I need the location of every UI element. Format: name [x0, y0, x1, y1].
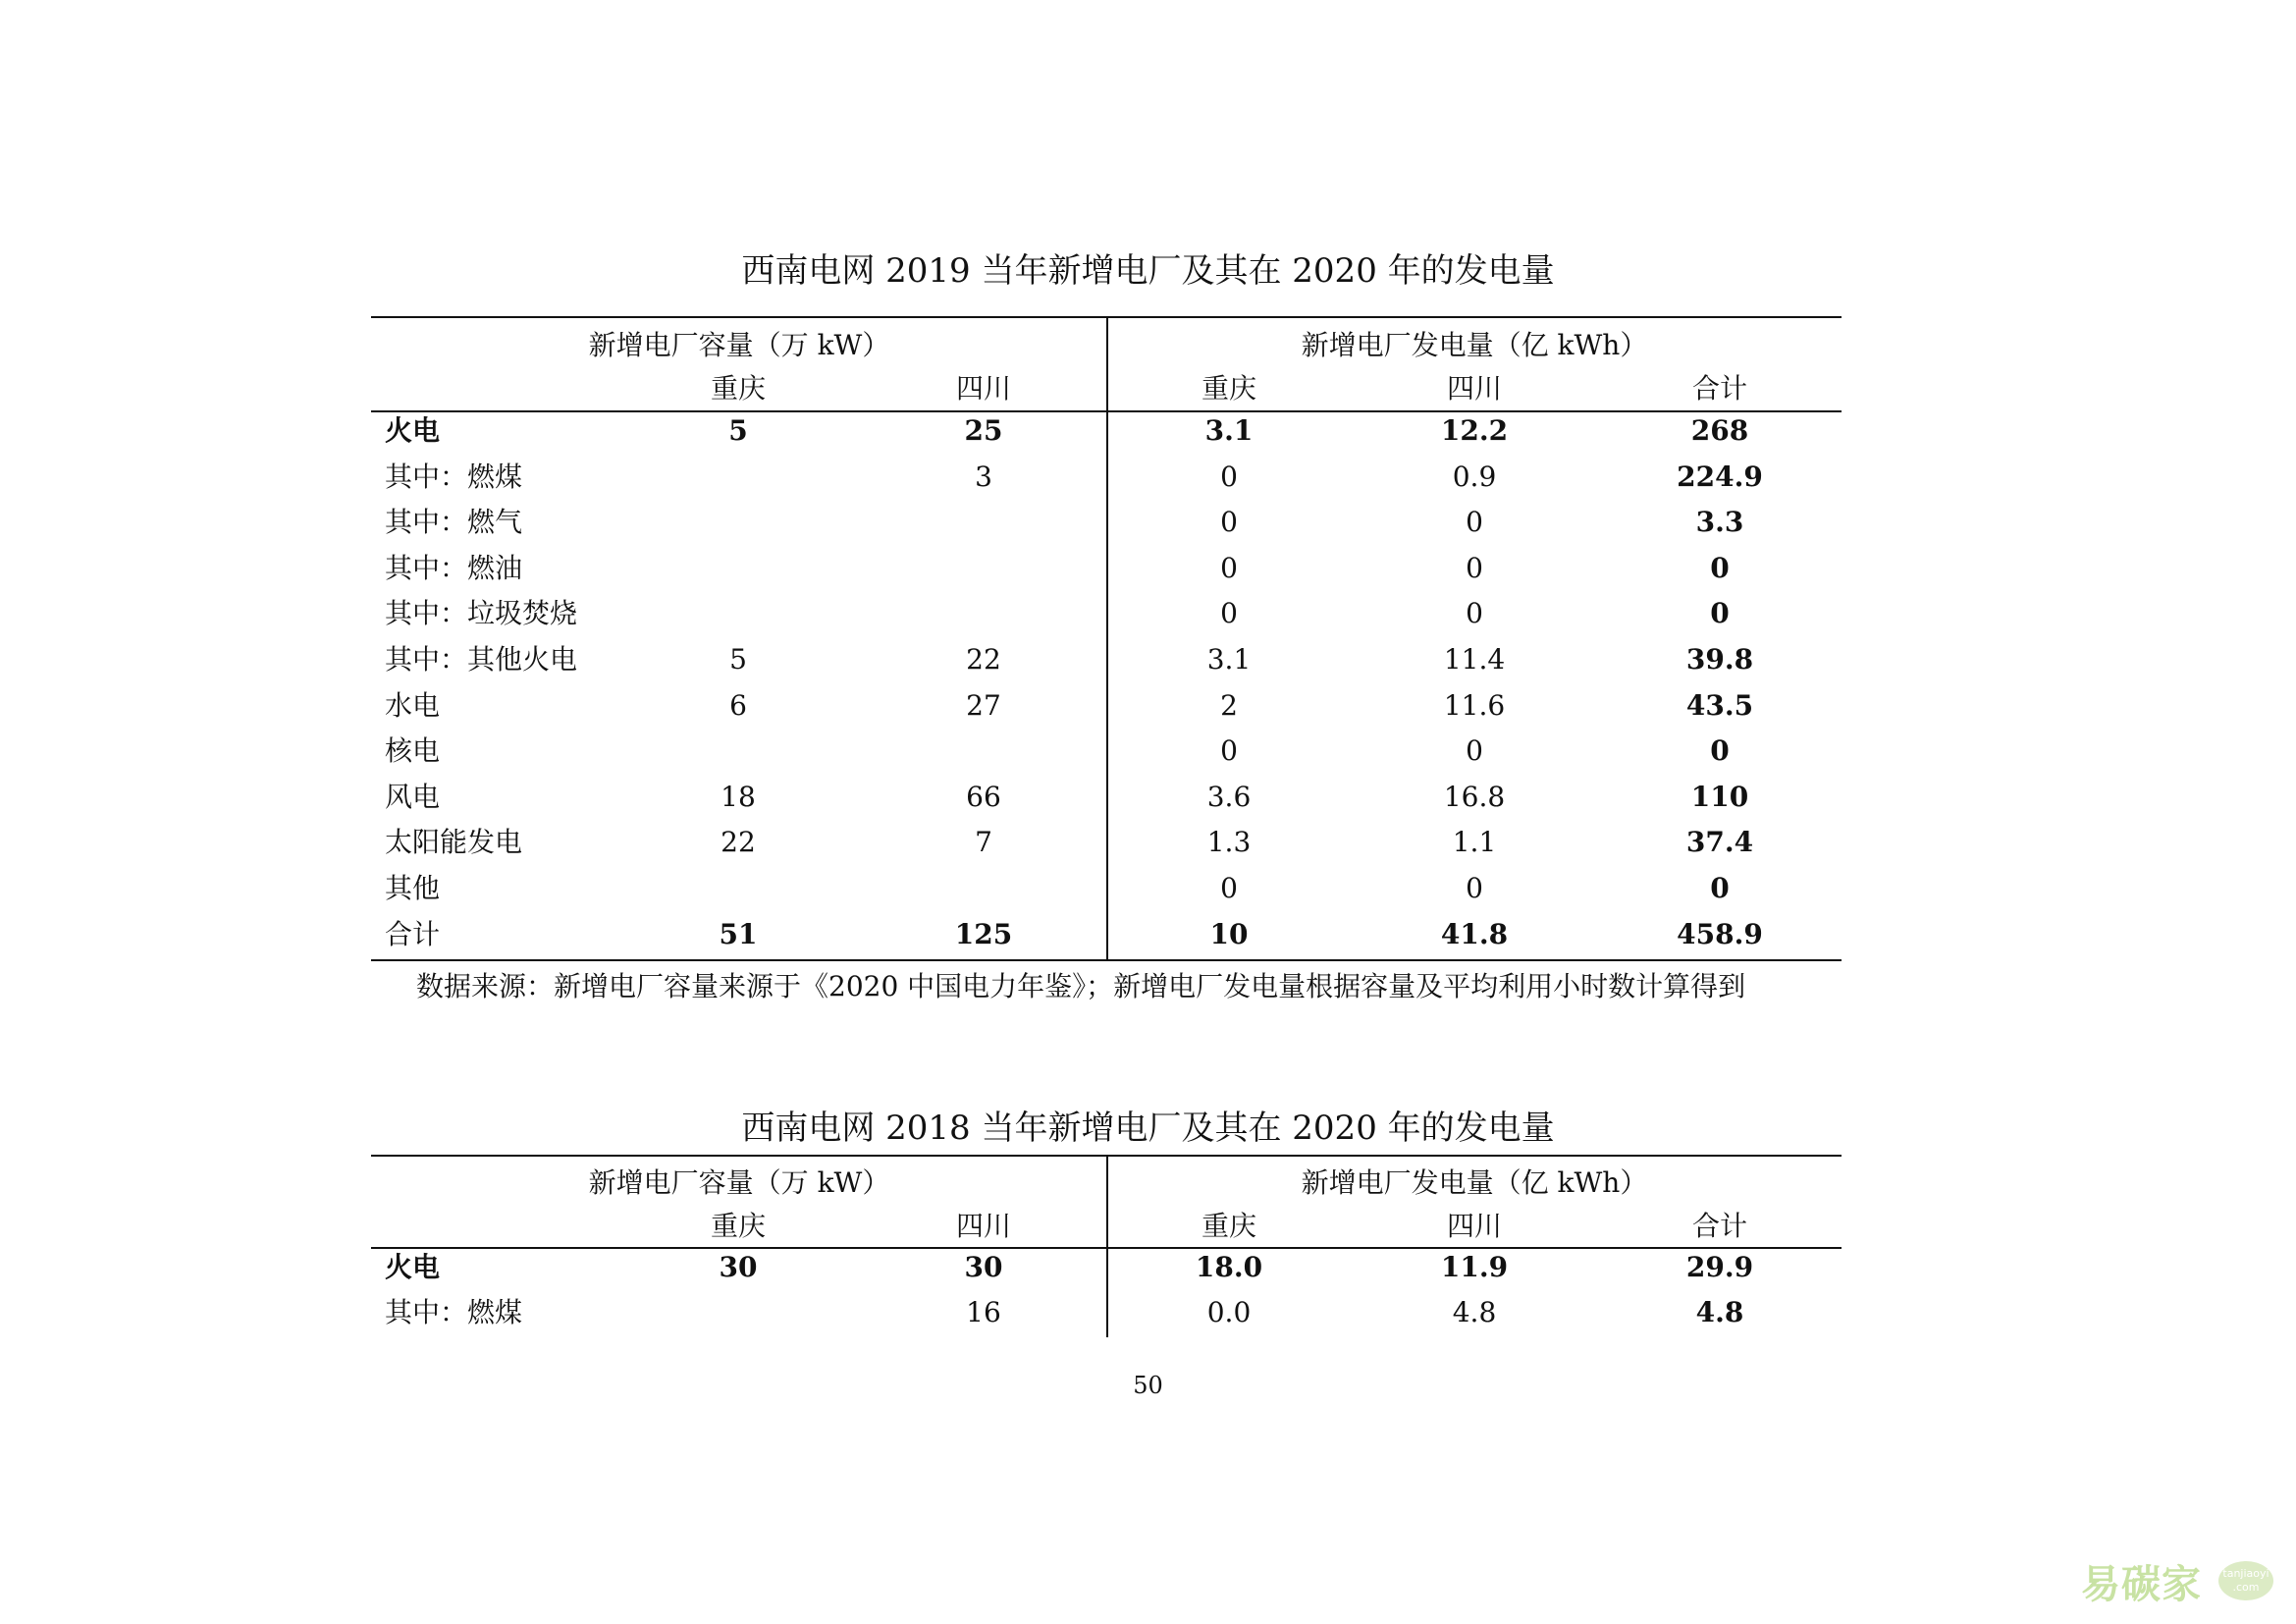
- table-1-cell: 6: [729, 688, 747, 722]
- table-1-cell: 0: [1710, 734, 1730, 768]
- table-1-cell: 110: [1690, 780, 1749, 813]
- table-1-cell: 3.1: [1204, 414, 1254, 447]
- table-1-row-label: 风电: [385, 780, 441, 813]
- table-1-divider: [1106, 316, 1108, 961]
- table-1-col-sichuan-capacity: 四川: [955, 372, 1012, 405]
- table-1-cell: 25: [964, 414, 1003, 447]
- table-1-group-capacity: 新增电厂容量（万 kW）: [588, 329, 890, 361]
- table-1-row-label: 火电: [385, 414, 441, 447]
- table-2-cell: 11.9: [1440, 1251, 1509, 1283]
- table-1-cell: 0: [1220, 734, 1238, 768]
- table-1-row-label: 其中：其他火电: [385, 643, 578, 676]
- table-1-group-generation: 新增电厂发电量（亿 kWh）: [1301, 329, 1648, 361]
- table-1-source-note: 数据来源：新增电厂容量来源于《2020 中国电力年鉴》；新增电厂发电量根据容量及平均利用小时数计算得到: [416, 970, 1746, 1002]
- table-2-cell: 4.8: [1452, 1296, 1497, 1328]
- table-2-col-sichuan-generation: 四川: [1446, 1210, 1503, 1242]
- table-1-cell: 10: [1209, 917, 1249, 950]
- table-2-cell: 4.8: [1695, 1296, 1744, 1328]
- table-1-cell: 11.4: [1443, 643, 1506, 676]
- table-1-cell: 0: [1466, 597, 1483, 630]
- table-1-cell: 39.8: [1685, 643, 1754, 676]
- table-1-row-label: 其中：燃气: [385, 506, 523, 539]
- table-1-title: 西南电网 2019 当年新增电厂及其在 2020 年的发电量: [741, 251, 1555, 291]
- table-2-cell: 18.0: [1195, 1251, 1263, 1283]
- table-2-divider: [1106, 1155, 1108, 1337]
- table-1-cell: 0: [1466, 872, 1483, 904]
- page-number: 50: [1133, 1372, 1163, 1399]
- table-1-cell: 0: [1710, 597, 1730, 630]
- table-2-row-label: 火电: [385, 1251, 441, 1283]
- table-1-cell: 51: [719, 917, 758, 950]
- table-1-cell: 268: [1690, 414, 1749, 447]
- table-1-cell: 0: [1220, 460, 1238, 493]
- table-1-row-label: 水电: [385, 688, 441, 722]
- table-1-cell: 12.2: [1440, 414, 1509, 447]
- table-2-cell: 0.0: [1206, 1296, 1252, 1328]
- table-1-col-chongqing-capacity: 重庆: [710, 372, 767, 405]
- table-2-group-generation: 新增电厂发电量（亿 kWh）: [1301, 1166, 1648, 1199]
- table-1-cell: 0: [1710, 872, 1730, 904]
- table-1-cell: 18: [721, 780, 756, 813]
- table-2-col-chongqing-generation: 重庆: [1201, 1210, 1257, 1242]
- table-1-cell: 0: [1466, 506, 1483, 539]
- table-1-row-label: 其中：垃圾焚烧: [385, 597, 578, 630]
- table-2-cell: 30: [964, 1251, 1003, 1283]
- table-1-row-label: 合计: [385, 917, 441, 950]
- table-1-cell: 3.1: [1206, 643, 1252, 676]
- table-1-cell: 66: [966, 780, 1001, 813]
- table-2: [371, 1155, 1842, 1341]
- table-1-cell: 27: [966, 688, 1001, 722]
- table-2-col-total-generation: 合计: [1691, 1210, 1748, 1242]
- table-1-row-label: 其中：燃油: [385, 551, 523, 584]
- table-2-row-label: 其中：燃煤: [385, 1296, 523, 1328]
- table-1-col-sichuan-generation: 四川: [1446, 372, 1503, 405]
- table-1-cell: 5: [728, 414, 748, 447]
- table-1-cell: 0: [1220, 872, 1238, 904]
- table-1-cell: 0: [1466, 551, 1483, 584]
- watermark-brand: 易碳家: [2081, 1562, 2202, 1607]
- table-1-cell: 0: [1220, 551, 1238, 584]
- table-1: [371, 316, 1842, 964]
- table-1-cell: 0.9: [1452, 460, 1497, 493]
- watermark-domain: tanjiaoyi .com: [2218, 1561, 2273, 1600]
- table-1-cell: 3: [975, 460, 992, 493]
- table-1-row-label: 核电: [385, 734, 441, 768]
- table-2-title: 西南电网 2018 当年新增电厂及其在 2020 年的发电量: [741, 1109, 1555, 1148]
- table-1-cell: 7: [975, 826, 992, 859]
- table-1-col-total-generation: 合计: [1691, 372, 1748, 405]
- table-1-cell: 11.6: [1443, 688, 1506, 722]
- table-1-cell: 22: [966, 643, 1001, 676]
- table-2-col-chongqing-capacity: 重庆: [710, 1210, 767, 1242]
- table-1-col-chongqing-generation: 重庆: [1201, 372, 1257, 405]
- table-1-cell: 2: [1220, 688, 1238, 722]
- table-1-cell: 3.3: [1695, 506, 1744, 539]
- table-1-cell: 37.4: [1685, 826, 1754, 859]
- table-1-cell: 16.8: [1443, 780, 1506, 813]
- table-2-col-sichuan-capacity: 四川: [955, 1210, 1012, 1242]
- table-1-row-label: 其中：燃煤: [385, 460, 523, 493]
- table-1-cell: 0: [1710, 551, 1730, 584]
- table-1-cell: 5: [729, 643, 747, 676]
- table-1-cell: 43.5: [1685, 688, 1754, 722]
- table-1-cell: 22: [721, 826, 756, 859]
- table-1-cell: 3.6: [1206, 780, 1252, 813]
- watermark-logo: [2081, 1549, 2287, 1608]
- table-1-row-label: 其他: [385, 872, 441, 904]
- table-1-row-label: 太阳能发电: [385, 826, 523, 859]
- table-2-cell: 16: [966, 1296, 1001, 1328]
- table-1-cell: 0: [1466, 734, 1483, 768]
- table-2-cell: 29.9: [1685, 1251, 1754, 1283]
- table-2-group-capacity: 新增电厂容量（万 kW）: [588, 1166, 890, 1199]
- table-1-cell: 458.9: [1677, 917, 1763, 950]
- table-1-cell: 0: [1220, 597, 1238, 630]
- table-1-cell: 1.1: [1452, 826, 1497, 859]
- table-1-cell: 41.8: [1440, 917, 1509, 950]
- table-1-cell: 1.3: [1206, 826, 1252, 859]
- table-1-cell: 125: [954, 917, 1013, 950]
- table-2-cell: 30: [719, 1251, 758, 1283]
- table-1-cell: 0: [1220, 506, 1238, 539]
- table-1-cell: 224.9: [1677, 460, 1763, 493]
